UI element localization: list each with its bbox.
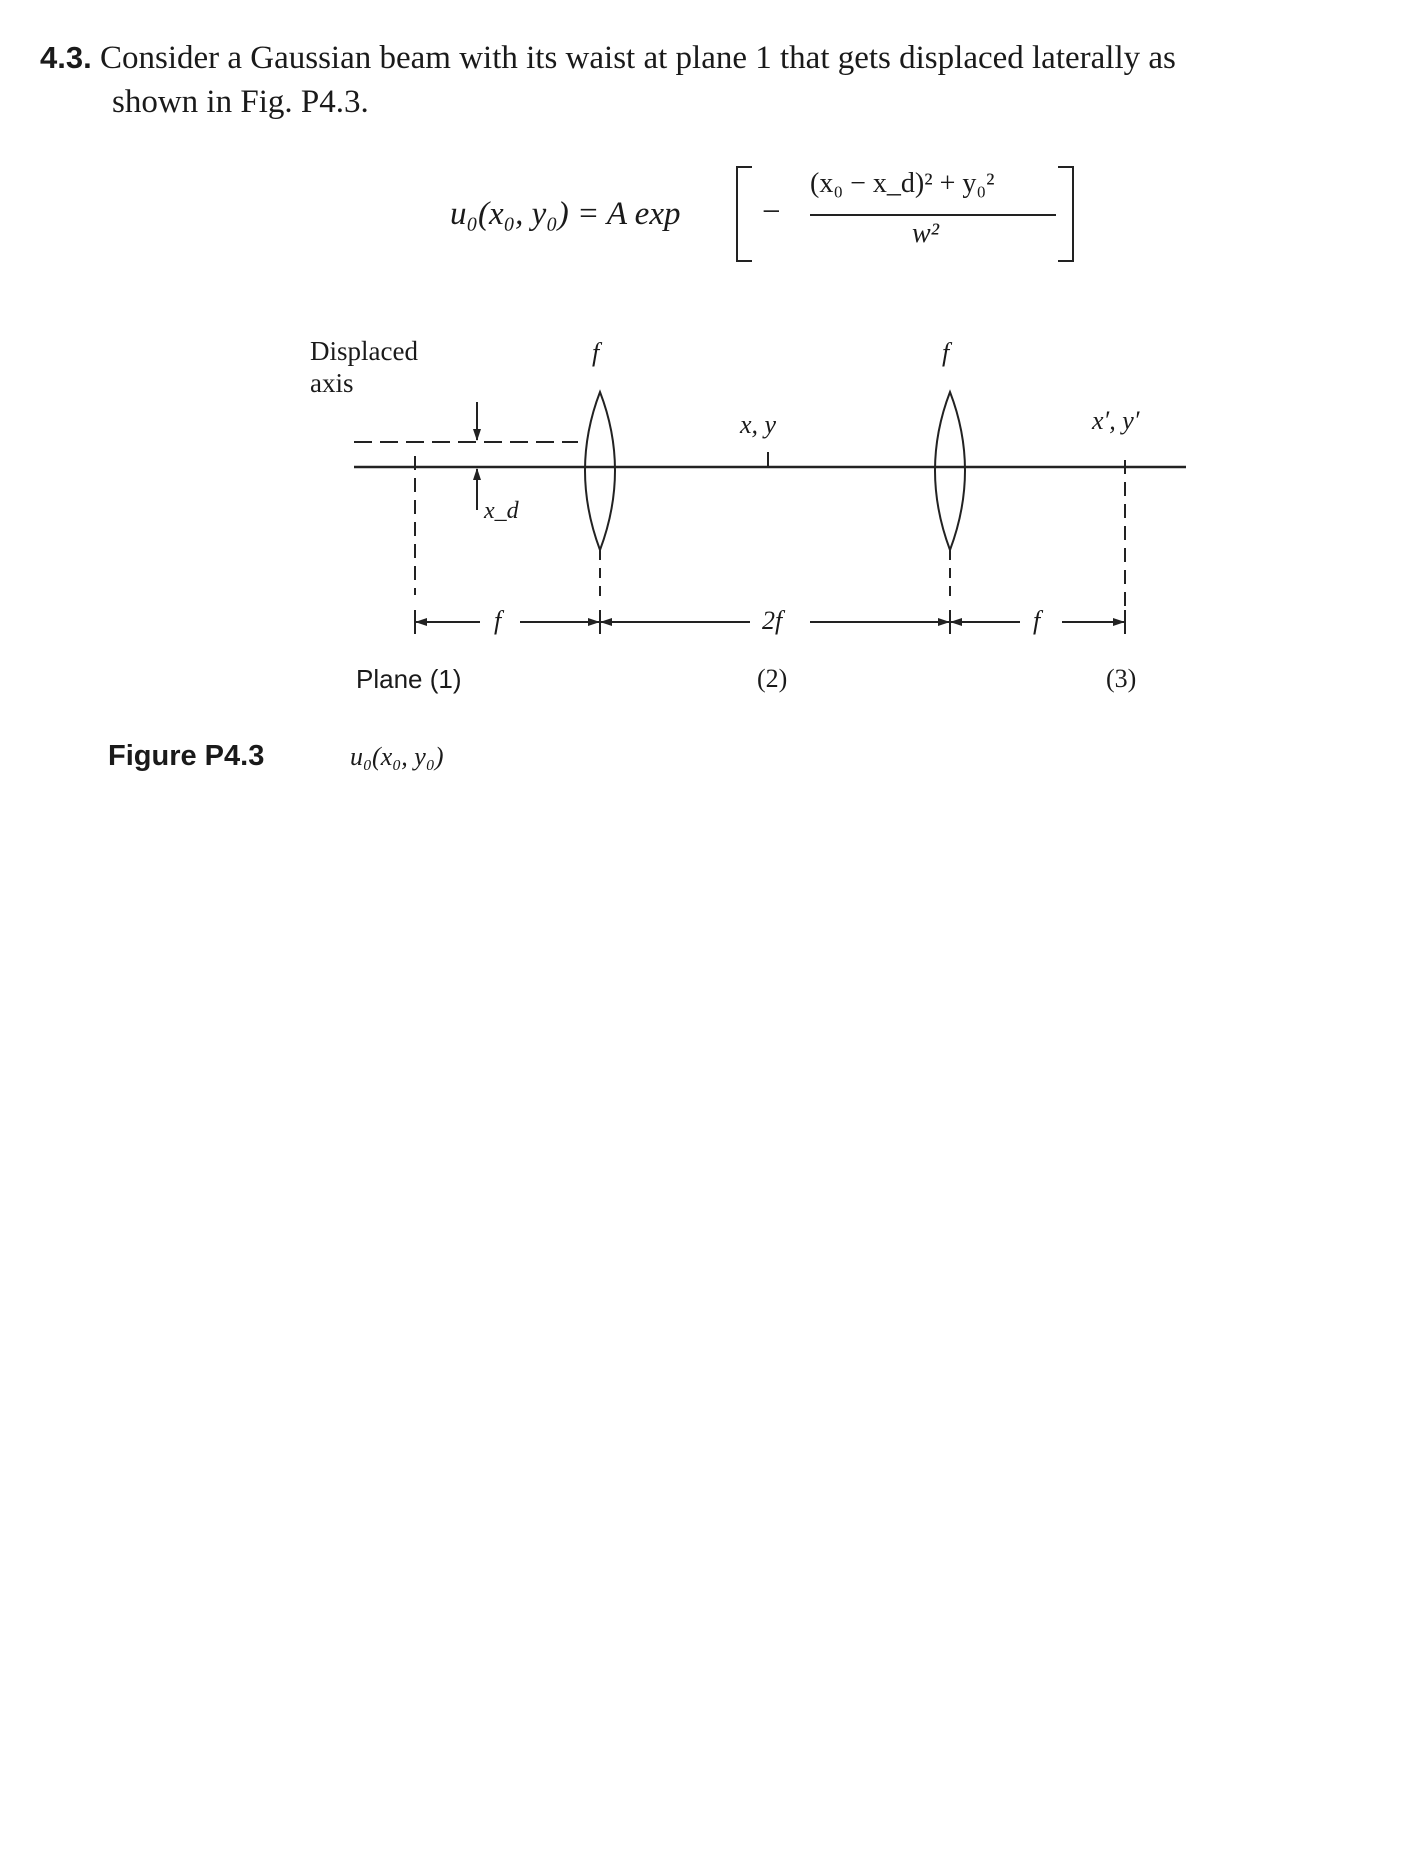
lens2-focal-label: f xyxy=(942,338,950,367)
equation-denominator: w² xyxy=(912,218,940,249)
displaced-axis-label-2: axis xyxy=(310,368,354,398)
dist2-label: 2f xyxy=(762,606,783,635)
lens1-focal-label: f xyxy=(592,338,600,367)
dist3-label: f xyxy=(1033,606,1041,635)
plane2-coords-label: x, y xyxy=(740,410,777,439)
lens2 xyxy=(935,392,965,550)
problem-text-line2: shown in Fig. P4.3. xyxy=(112,84,369,120)
plane3-coords-label: x′, y′ xyxy=(1092,406,1140,435)
plane2-label: (2) xyxy=(757,664,788,693)
dist1-label: f xyxy=(494,606,502,635)
plane1-label: Plane (1) xyxy=(356,664,462,694)
lens1 xyxy=(585,392,615,550)
equation-lhs: u₀(x₀, y₀) = A exp xyxy=(450,196,681,232)
field-label: u₀(x₀, y₀) xyxy=(350,742,444,771)
plane3-label: (3) xyxy=(1106,664,1137,693)
displaced-axis-label-1: Displaced xyxy=(310,336,418,366)
xd-label: x_d xyxy=(484,498,519,524)
problem-number: 4.3. xyxy=(40,40,92,75)
equation-minus: − xyxy=(762,194,781,230)
equation-numerator: (x₀ − x_d)² + y₀² xyxy=(810,168,995,199)
problem-text-line1: Consider a Gaussian beam with its waist at plane 1 that gets displaced laterally as xyxy=(99,40,1176,76)
figure-caption: Figure P4.3 xyxy=(108,740,265,772)
